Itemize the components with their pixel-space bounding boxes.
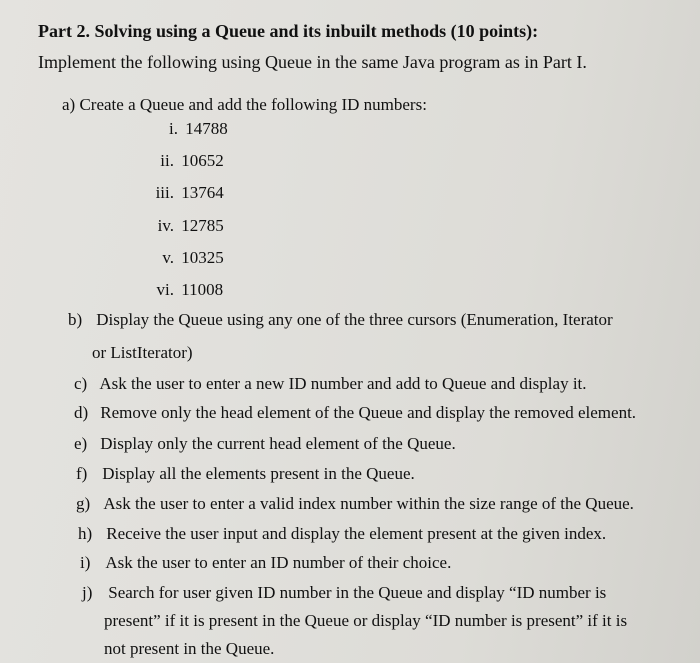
task-c: c) Ask the user to enter a new ID number and add to Queue and display it. <box>74 374 587 393</box>
id-item: ii. 10652 <box>160 151 224 170</box>
id-item: i. 14788 <box>169 119 228 138</box>
intro-text: Implement the following using Queue in the same Java program as in Part I. <box>38 52 587 72</box>
task-e: e) Display only the current head element of the Queue. <box>74 434 456 453</box>
task-i: i) Ask the user to enter an ID number of their choice. <box>80 553 452 572</box>
part-title: Part 2. Solving using a Queue and its inbuilt methods (10 points): <box>38 21 539 41</box>
task-f: f) Display all the elements present in the Queue. <box>76 464 415 483</box>
task-j-continued-2: not present in the Queue. <box>104 639 275 658</box>
task-g: g) Ask the user to enter a valid index number within the size range of the Queue. <box>76 494 634 513</box>
id-item: vi. 11008 <box>156 280 224 299</box>
task-a-text: Create a Queue and add the following ID numbers: <box>79 95 427 114</box>
task-b-continued: or ListIterator) <box>92 343 193 362</box>
id-item: iv. 12785 <box>157 216 224 235</box>
task-j-continued: present” if it is present in the Queue or display “ID number is present” if it is <box>104 611 628 630</box>
id-item: iii. 13764 <box>155 183 224 202</box>
task-h: h) Receive the user input and display the element present at the given index. <box>78 524 607 543</box>
task-b: b) Display the Queue using any one of the three cursors (Enumeration, Iterator <box>68 310 613 329</box>
task-j: j) Search for user given ID number in the Queue and display “ID number is <box>82 583 607 602</box>
id-item: v. 10325 <box>162 248 224 267</box>
task-d: d) Remove only the head element of the Queue and display the removed element. <box>74 403 637 422</box>
task-a <box>62 95 427 115</box>
task-a-label: a) <box>62 95 76 114</box>
